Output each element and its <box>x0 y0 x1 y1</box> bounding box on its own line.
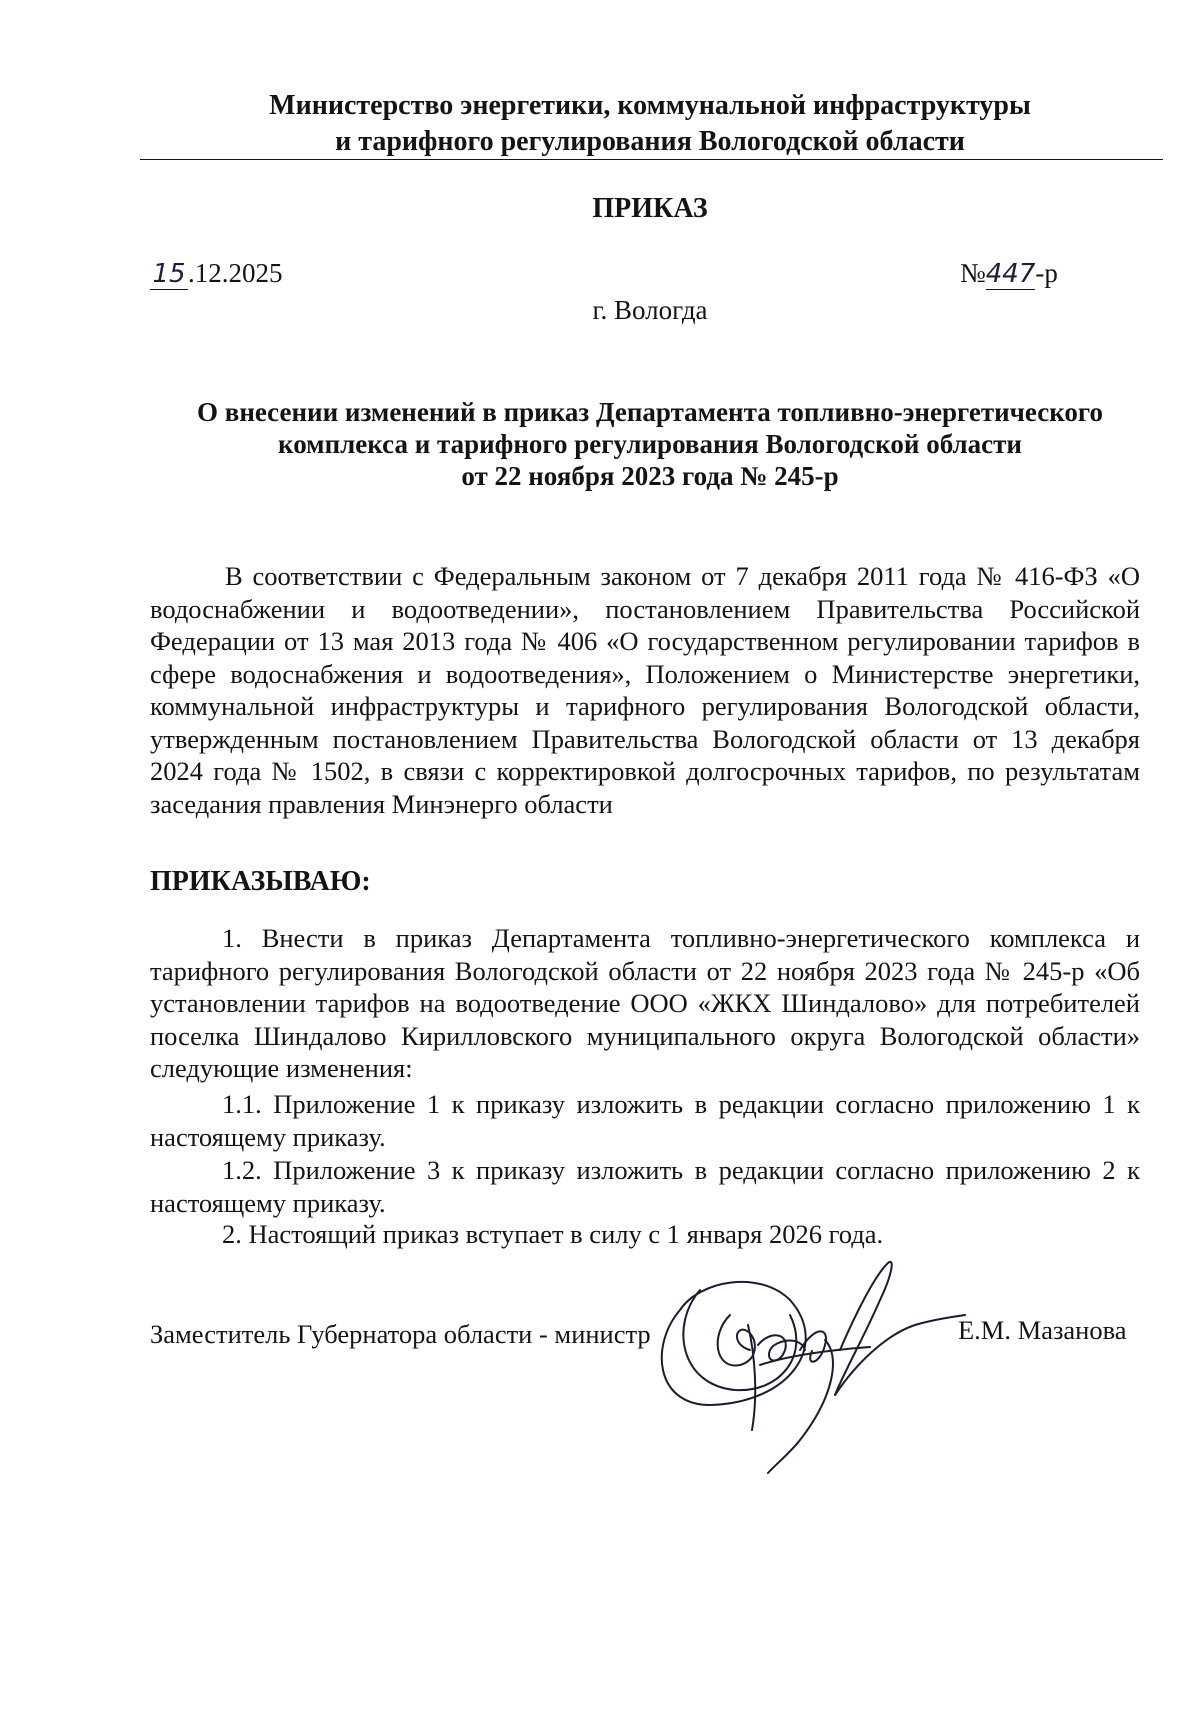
issuing-city: г. Вологда <box>592 295 708 325</box>
order-date <box>150 258 283 290</box>
signer-name: Е.М. Мазанова <box>958 1315 1127 1345</box>
order-number-field <box>960 258 1058 290</box>
order-date-month-year: .12.2025 <box>188 258 283 288</box>
order-item-1-1: 1.1. Приложение 1 к приказу изложить в редакции согласно приложению 1 к настоящему приказу. <box>150 1089 1140 1152</box>
preamble-paragraph: В соответствии с Федеральным законом от 7 декабря 2011 года № 416-ФЗ «О водоснабжении и водоотведении», постановлением Правительства Российской Федерации от 13 мая 2013 года № 406 «О государственном регулировании тарифов в сфере водоснабжения и водоотведения», Положением о Министерстве энергетики, коммунальной инфраструктуры и тарифного регулирования Вологодской области, утвержденным постановлением Правительства Вологодской области от 13 декабря 2024 года № 1502, в связи с корректировкой долгосрочных тарифов, по результатам заседания правления Минэнерго области <box>150 561 1140 819</box>
order-date-day-handwritten: 15 <box>150 259 188 290</box>
order-item-1-2: 1.2. Приложение 3 к приказу изложить в редакции согласно приложению 2 к настоящему приказу. <box>150 1155 1140 1218</box>
order-item-2: 2. Настоящий приказ вступает в силу с 1 января 2026 года. <box>222 1219 884 1249</box>
ministry-name-line1: Министерство энергетики, коммунальной инфраструктуры <box>269 90 1031 121</box>
subject-line1: О внесении изменений в приказ Департамента топливно-энергетического <box>196 397 1103 427</box>
order-item-1: 1. Внести в приказ Департамента топливно-энергетического комплекса и тарифного регулирования Вологодской области от 22 ноября 2023 года № 245-р «Об установлении тарифов на водоотведение ООО «ЖКХ Шиндалово» для потребителей поселка Шиндалово Кирилловского муниципального округа Вологодской области» следующие изменения: <box>150 923 1140 1083</box>
ministry-name-line2: и тарифного регулирования Вологодской области <box>335 126 965 157</box>
signer-position: Заместитель Губернатора области - министр <box>150 1319 651 1349</box>
order-number-handwritten: 447 <box>985 259 1036 289</box>
header-divider <box>140 159 1163 160</box>
document-type-title: ПРИКАЗ <box>592 193 708 224</box>
number-sign: № <box>960 258 986 288</box>
subject-line2: комплекса и тарифного регулирования Вологодской области <box>278 429 1022 459</box>
order-number-suffix: -р <box>1035 258 1058 288</box>
decree-heading: ПРИКАЗЫВАЮ: <box>150 866 371 897</box>
subject-line3: от 22 ноября 2023 года № 245-р <box>461 461 839 491</box>
handwritten-signature <box>640 1255 970 1480</box>
